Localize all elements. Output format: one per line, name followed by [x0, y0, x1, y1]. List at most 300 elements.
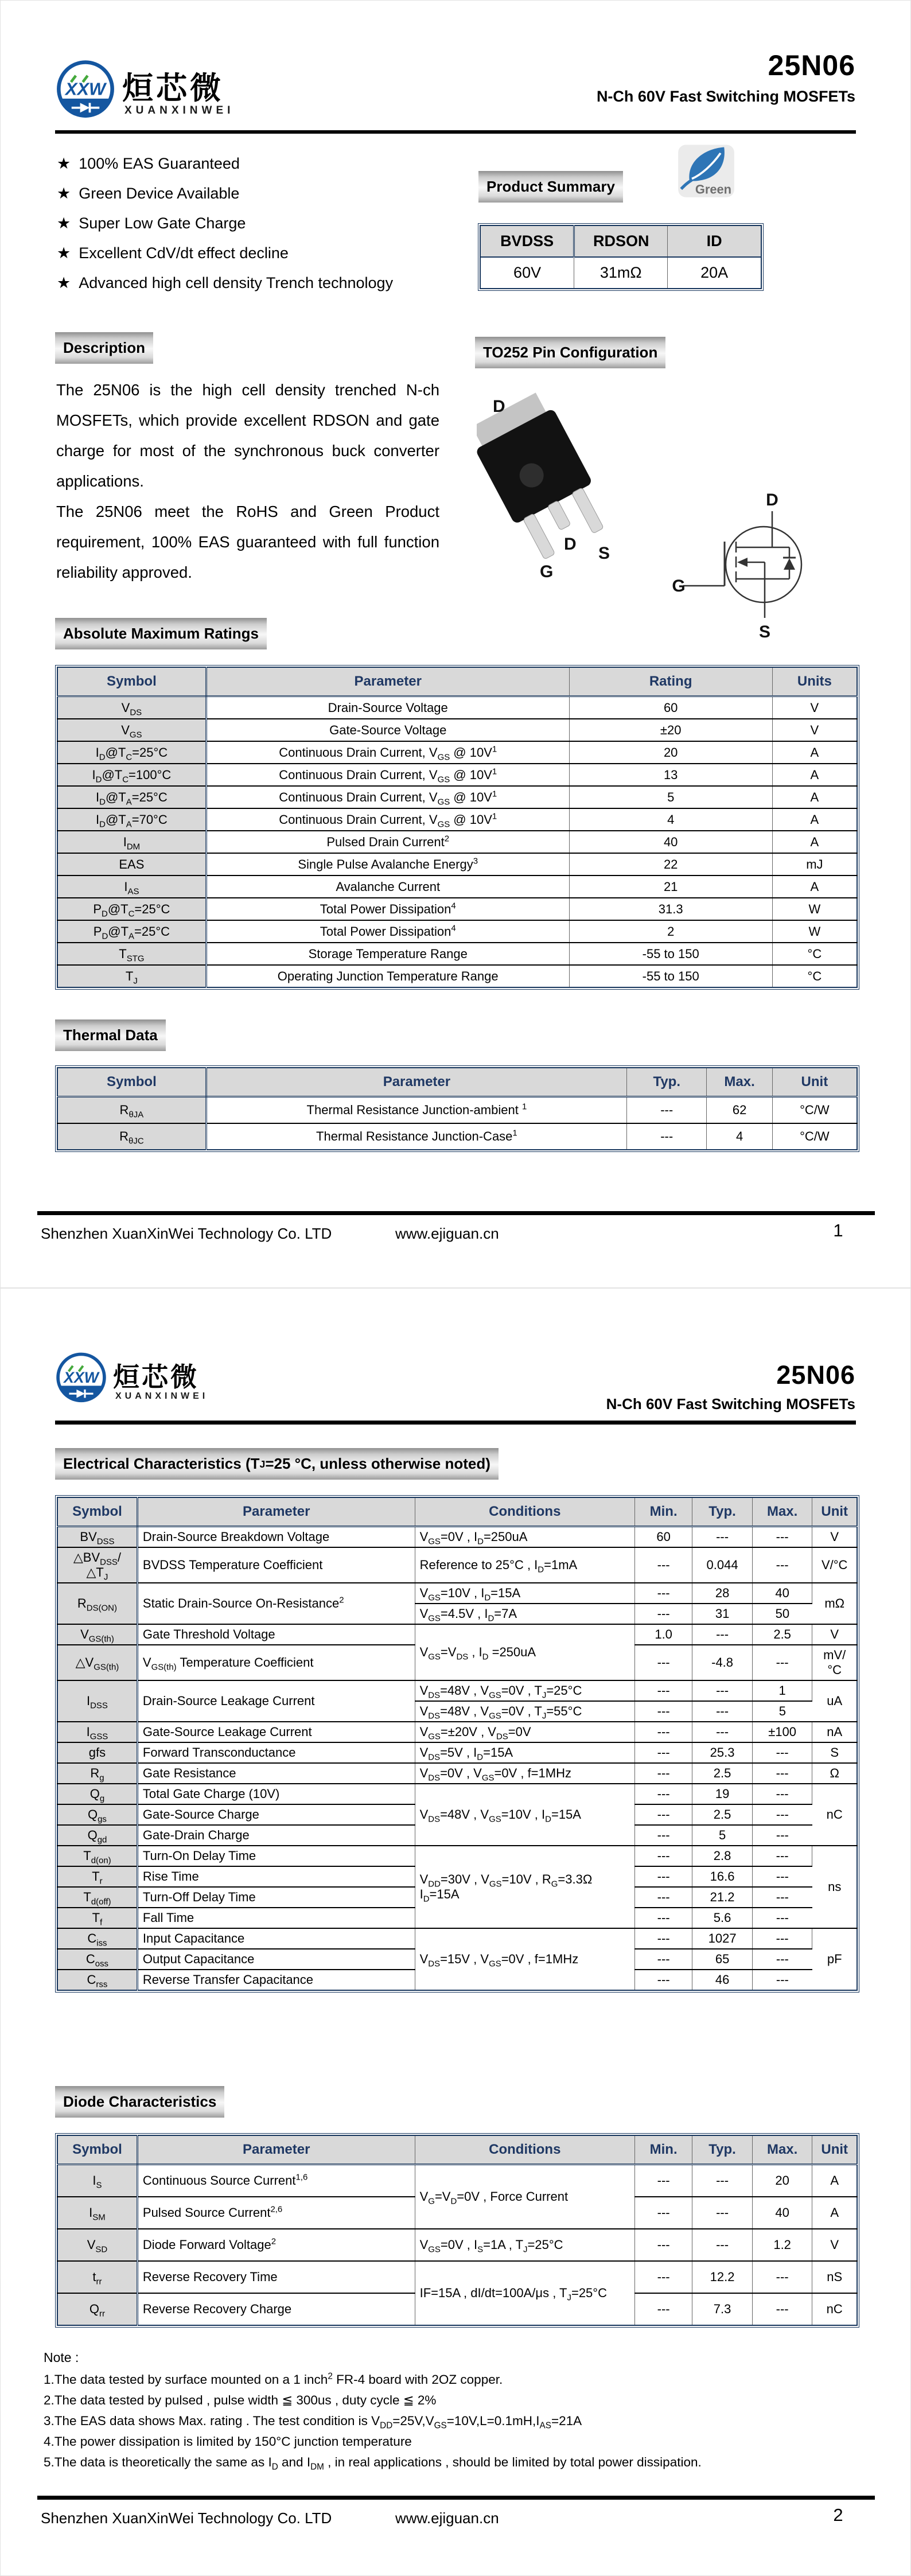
table-cell: $Q_{rr}$ [57, 2293, 137, 2325]
table-cell: --- [634, 1887, 692, 1908]
table-cell: --- [752, 1949, 812, 1970]
table-cell: $\triangle V_{GS(th)}$ [57, 1645, 137, 1680]
table-row [57, 1097, 857, 1124]
table-cell: Static Drain-Source On-Resistance$^2$ [137, 1583, 415, 1624]
list-item [57, 178, 401, 208]
table-cell: Thermal Resistance Junction-Case$^1$ [206, 1123, 626, 1150]
table-cell: $\triangle BV_{DSS}/\triangle T_J$ [57, 1547, 137, 1583]
table-cell: A [772, 808, 857, 831]
table-row [57, 741, 857, 764]
table-row [57, 1742, 857, 1763]
table-cell: ns [812, 1846, 857, 1928]
table-cell: nC [812, 2293, 857, 2325]
table-row [57, 943, 857, 965]
star-bullet-icon: ★ [57, 244, 71, 262]
table-cell: BVDSS Temperature Coefficient [137, 1547, 415, 1583]
table-cell: $T_{d(on)}$ [57, 1846, 137, 1866]
table-cell: --- [752, 1547, 812, 1583]
table-cell: 0.044 [692, 1547, 753, 1583]
table-cell: $V_{GS}=0V$ , $I_S=1A$ , $T_J=25^\circ C$ [415, 2229, 634, 2261]
table-cell: --- [627, 1097, 707, 1124]
table-cell: $R_{\theta JA}$ [57, 1097, 206, 1124]
column-header: Rating [569, 667, 772, 696]
table-cell: Continuous Source Current$^{1,6}$ [137, 2165, 415, 2197]
to252-package-graphic [477, 382, 617, 583]
list-item [57, 208, 401, 238]
table-cell: Reverse Recovery Time [137, 2261, 415, 2293]
product-summary-table [478, 223, 764, 291]
table-cell: 60 [569, 696, 772, 719]
table-cell: $V_{SD}$ [57, 2229, 137, 2261]
column-header: Typ. [692, 1497, 753, 1527]
pkg-gate-label: G [540, 562, 554, 581]
table-cell: --- [634, 1742, 692, 1763]
table-cell: 25.3 [692, 1742, 753, 1763]
pkg-drain-label: D [564, 535, 577, 554]
table-cell: -55 to 150 [569, 965, 772, 987]
table-cell: $T_f$ [57, 1908, 137, 1928]
table-cell: Continuous Drain Current, $V_{GS}$ @ $10V^1$ [206, 786, 569, 808]
column-header: Parameter [206, 1068, 626, 1097]
column-header: Max. [752, 2135, 812, 2165]
table-cell: --- [692, 2197, 753, 2229]
electrical-characteristics-title: Electrical Characteristics (T J =25 °C, unless otherwise noted) [55, 1448, 499, 1480]
table-cell: mΩ [812, 1583, 857, 1624]
table-cell: --- [752, 1928, 812, 1949]
table-cell: 50 [752, 1604, 812, 1624]
symbol-drain-label: D [766, 491, 778, 509]
table-cell: 1.2 [752, 2229, 812, 2261]
table-row [57, 1722, 857, 1742]
table-cell: --- [634, 1680, 692, 1701]
column-header: BVDSS [480, 225, 574, 257]
table-cell: $T_r$ [57, 1866, 137, 1887]
table-cell: $I_{AS}$ [57, 875, 206, 898]
table-cell: 65 [692, 1949, 753, 1970]
list-item: 3.The EAS data shows Max. rating . The test condition is $V_{DD}=25V,V_{GS}=10V,L=0.1mH,I_{AS}=21A$ [44, 2414, 582, 2431]
table-cell: 4 [707, 1123, 772, 1150]
table-row [57, 1928, 857, 1949]
table-cell: mJ [772, 853, 857, 875]
footer-company: Shenzhen XuanXinWei Technology Co. LTD [41, 2509, 332, 2527]
list-item-label: 100% EAS Guaranteed [79, 155, 240, 172]
table-cell: 60V [480, 257, 574, 289]
table-cell: nA [812, 1722, 857, 1742]
star-bullet-icon: ★ [57, 215, 71, 232]
footer-website: www.ejiguan.cn [395, 2509, 499, 2527]
table-cell: 31.3 [569, 898, 772, 920]
table-row [57, 1680, 857, 1701]
abs-max-ratings-title: Absolute Maximum Ratings [55, 618, 267, 649]
column-header: Min. [634, 2135, 692, 2165]
brand-logo-icon [53, 58, 118, 122]
table-cell: 1.0 [634, 1624, 692, 1645]
table-cell: 5.6 [692, 1908, 753, 1928]
footer-company: Shenzhen XuanXinWei Technology Co. LTD [41, 1225, 332, 1242]
column-header: Min. [634, 1497, 692, 1527]
column-header: Units [772, 667, 857, 696]
brand-name-en: XUANXINWEI [124, 104, 235, 116]
list-item: 4.The power dissipation is limited by 150°C junction temperature [44, 2434, 412, 2449]
table-header-row [480, 225, 761, 257]
table-row [57, 1624, 857, 1645]
table-cell: Avalanche Current [206, 875, 569, 898]
table-cell: --- [752, 1908, 812, 1928]
table-cell: Drain-Source Breakdown Voltage [137, 1527, 415, 1548]
table-cell: Turn-On Delay Time [137, 1846, 415, 1866]
table-cell: 2.5 [752, 1624, 812, 1645]
table-cell: --- [634, 1763, 692, 1784]
star-bullet-icon: ★ [57, 274, 71, 291]
table-cell: --- [692, 1680, 753, 1701]
table-cell: A [772, 786, 857, 808]
features-list [57, 149, 401, 298]
table-row [57, 808, 857, 831]
table-cell: --- [634, 1804, 692, 1825]
logo-text: XXW [64, 1368, 99, 1386]
table-cell: $I_D@T_A=25^\circ C$ [57, 786, 206, 808]
table-cell: --- [752, 1846, 812, 1866]
table-cell: $V_{DD}=30V$ , $V_{GS}=10V$ , $R_G=3.3\Omega$ $I_D=15A$ [415, 1846, 634, 1928]
table-cell: $V_{GS(th)}$ Temperature Coefficient [137, 1645, 415, 1680]
table-cell: -4.8 [692, 1645, 753, 1680]
list-item [57, 268, 401, 298]
table-cell: --- [634, 2261, 692, 2293]
table-cell: --- [634, 1825, 692, 1846]
page-number: 1 [833, 1220, 843, 1240]
table-cell: Gate Threshold Voltage [137, 1624, 415, 1645]
list-item: The 25N06 meet the RoHS and Green Product requirement, 100% EAS guaranteed with full function reliability approved. [56, 503, 439, 581]
description-title: Description [55, 332, 153, 364]
table-cell: 5 [692, 1825, 753, 1846]
list-item: 1.The data tested by surface mounted on a 1 inch$^2$ FR-4 board with 2OZ copper. [44, 2371, 503, 2387]
table-row [57, 2229, 857, 2261]
table-cell: S [812, 1742, 857, 1763]
page-subtitle: N-Ch 60V Fast Switching MOSFETs [596, 88, 855, 105]
table-cell: Continuous Drain Current, $V_{GS}$ @ $10V^1$ [206, 741, 569, 764]
table-cell: --- [634, 1645, 692, 1680]
table-cell: 22 [569, 853, 772, 875]
list-item: 5.The data is theoretically the same as $I_D$ and $I_{DM}$ , in real applications , should be limited by total power dissipation. [44, 2455, 702, 2472]
table-cell: Total Gate Charge (10V) [137, 1784, 415, 1804]
column-header: Unit [812, 1497, 857, 1527]
table-cell: --- [752, 2293, 812, 2325]
table-cell: --- [634, 1846, 692, 1866]
table-cell: $C_{rss}$ [57, 1970, 137, 1990]
table-cell: --- [634, 2229, 692, 2261]
table-cell: Output Capacitance [137, 1949, 415, 1970]
table-cell: A [772, 764, 857, 786]
table-cell: Input Capacitance [137, 1928, 415, 1949]
table-cell: 20A [700, 264, 729, 281]
table-cell: Continuous Drain Current, $V_{GS}$ @ $10V^1$ [206, 808, 569, 831]
table-cell: $I_D@T_C=25^\circ C$ [57, 741, 206, 764]
table-cell: mV/°C [812, 1645, 857, 1680]
table-cell: --- [634, 1784, 692, 1804]
table-header-row [57, 2135, 857, 2165]
table-cell: 7.3 [692, 2293, 753, 2325]
table-row [57, 786, 857, 808]
list-item [57, 238, 401, 268]
table-row [57, 898, 857, 920]
table-cell: $I_{DM}$ [57, 831, 206, 853]
table-cell: --- [634, 1866, 692, 1887]
table-cell: A [812, 2197, 857, 2229]
table-row [57, 875, 857, 898]
table-cell: $V_{GS}$ [57, 719, 206, 741]
table-cell: nS [812, 2261, 857, 2293]
logo-text: XXW [65, 79, 106, 99]
table-cell: --- [634, 2293, 692, 2325]
table-cell: 21 [569, 875, 772, 898]
column-header: Unit [772, 1068, 857, 1097]
table-cell: Operating Junction Temperature Range [206, 965, 569, 987]
column-header: Parameter [137, 2135, 415, 2165]
list-item: 2.The data tested by pulsed , pulse width ≦ 300us , duty cycle ≦ 2% [44, 2393, 437, 2407]
table-cell: 5 [569, 786, 772, 808]
column-header: Symbol [57, 1068, 206, 1097]
table-cell: $T_{d(off)}$ [57, 1887, 137, 1908]
table-cell: $P_D@T_A=25^\circ C$ [57, 920, 206, 943]
column-header: Typ. [627, 1068, 707, 1097]
table-cell: --- [634, 2197, 692, 2229]
table-cell: --- [752, 1763, 812, 1784]
table-cell: Single Pulse Avalanche Energy$^3$ [206, 853, 569, 875]
table-cell: $V_{DS}=48V$ , $V_{GS}=10V$ , $I_D=15A$ [415, 1784, 634, 1846]
table-cell: V [812, 2229, 857, 2261]
table-cell: Storage Temperature Range [206, 943, 569, 965]
table-header-row [57, 1068, 857, 1097]
table-cell: Thermal Resistance Junction-ambient $^1$ [206, 1097, 626, 1124]
brand-logo-icon [53, 1351, 109, 1406]
product-summary-title: Product Summary [478, 171, 623, 203]
table-cell: 31mΩ [574, 257, 668, 289]
table-cell: $I_{GSS}$ [57, 1722, 137, 1742]
brand-name-cn: 烜芯微 [122, 71, 224, 106]
table-row [57, 764, 857, 786]
table-cell: W [772, 898, 857, 920]
table-row [57, 719, 857, 741]
table-cell: $V_{DS}$ [57, 696, 206, 719]
thermal-data-table [55, 1065, 859, 1152]
column-header: Max. [707, 1068, 772, 1097]
table-cell: $R_g$ [57, 1763, 137, 1784]
abs-max-ratings-table [55, 665, 859, 990]
table-cell: 40 [569, 831, 772, 853]
table-cell: --- [634, 1547, 692, 1583]
table-cell: $Q_{gs}$ [57, 1804, 137, 1825]
table-cell: --- [752, 2261, 812, 2293]
pkg-tab-drain-label: D [493, 397, 505, 416]
table-row [480, 257, 761, 289]
table-row [57, 920, 857, 943]
footer-divider [37, 1211, 875, 1215]
table-cell: --- [752, 1645, 812, 1680]
table-cell: --- [692, 1722, 753, 1742]
column-header: Unit [812, 2135, 857, 2165]
column-header: Parameter [137, 1497, 415, 1527]
table-cell: 62 [707, 1097, 772, 1124]
table-row [57, 2261, 857, 2293]
table-cell: $V_{DS}=0V$ , $V_{GS}=0V$ , f=1MHz [415, 1763, 634, 1784]
table-cell: --- [752, 1804, 812, 1825]
table-cell: $t_{rr}$ [57, 2261, 137, 2293]
star-bullet-icon: ★ [57, 185, 71, 202]
part-number: 25N06 [768, 49, 855, 81]
table-cell: V [772, 719, 857, 741]
table-row [57, 2165, 857, 2197]
column-header: RDSON [574, 225, 668, 257]
table-cell: $R_{\theta JC}$ [57, 1123, 206, 1150]
table-row [57, 853, 857, 875]
table-cell: 31 [692, 1604, 753, 1624]
symbol-gate-label: G [672, 577, 686, 596]
table-cell: -55 to 150 [569, 943, 772, 965]
table-cell: V/°C [812, 1547, 857, 1583]
table-row [57, 965, 857, 987]
table-header-row [57, 667, 857, 696]
table-cell: °C/W [772, 1123, 857, 1150]
electrical-characteristics-table [55, 1495, 859, 1993]
table-cell: uA [812, 1680, 857, 1722]
column-header: Max. [752, 1497, 812, 1527]
table-cell: Drain-Source Voltage [206, 696, 569, 719]
table-cell: Reference to 25°C , $I_D=1mA$ [415, 1547, 634, 1583]
table-cell: $V_{DS}=5V$ , $I_D=15A$ [415, 1742, 634, 1763]
table-cell: Fall Time [137, 1908, 415, 1928]
table-cell: gfs [57, 1742, 137, 1763]
table-cell: --- [692, 2165, 753, 2197]
part-number: 25N06 [776, 1360, 855, 1390]
table-cell: pF [812, 1928, 857, 1990]
footer-website: www.ejiguan.cn [395, 1225, 499, 1242]
table-cell: Gate-Source Voltage [206, 719, 569, 741]
table-cell: Diode Forward Voltage$^2$ [137, 2229, 415, 2261]
table-cell: A [772, 875, 857, 898]
table-cell: Reverse Transfer Capacitance [137, 1970, 415, 1990]
table-cell: $I_D@T_C=100^\circ C$ [57, 764, 206, 786]
description-text [56, 375, 439, 587]
table-cell: $V_{GS}=V_{DS}$ , $I_D =250uA$ [415, 1624, 634, 1680]
list-item-label: Super Low Gate Charge [79, 215, 246, 232]
list-item-label: Advanced high cell density Trench technology [79, 274, 394, 291]
pkg-source-label: S [598, 544, 610, 563]
table-cell: $V_{GS}=10V$ , $I_D=15A$ [415, 1583, 634, 1604]
table-cell: $V_{GS}=\pm 20V$ , $V_{DS}=0V$ [415, 1722, 634, 1742]
list-item-label: Green Device Available [79, 185, 240, 202]
table-cell: Turn-Off Delay Time [137, 1887, 415, 1908]
table-row [57, 1527, 857, 1548]
table-cell: 60 [634, 1527, 692, 1548]
table-cell: Drain-Source Leakage Current [137, 1680, 415, 1722]
table-cell: 2.5 [692, 1763, 753, 1784]
notes-label: Note : [44, 2350, 79, 2365]
table-cell: 2 [569, 920, 772, 943]
notes-list [44, 2369, 858, 2473]
table-row [57, 1123, 857, 1150]
page-number: 2 [833, 2505, 843, 2525]
table-cell: --- [634, 1970, 692, 1990]
table-cell: 21.2 [692, 1887, 753, 1908]
table-cell: $V_{DS}=48V$ , $V_{GS}=0V$ , $T_J=55^\circ C$ [415, 1701, 634, 1722]
table-cell: Continuous Drain Current, $V_{GS}$ @ $10V^1$ [206, 764, 569, 786]
table-cell: Pulsed Source Current$^{2,6}$ [137, 2197, 415, 2229]
table-cell: --- [752, 1527, 812, 1548]
page-subtitle: N-Ch 60V Fast Switching MOSFETs [606, 1395, 855, 1412]
table-cell: $T_{STG}$ [57, 943, 206, 965]
table-cell: V [812, 1624, 857, 1645]
header-divider [55, 130, 856, 134]
table-cell: Total Power Dissipation$^4$ [206, 898, 569, 920]
table-cell: --- [634, 1928, 692, 1949]
table-cell: ±20 [569, 719, 772, 741]
table-cell: --- [752, 1866, 812, 1887]
table-cell: 16.6 [692, 1866, 753, 1887]
table-cell: °C [772, 965, 857, 987]
table-cell: Forward Transconductance [137, 1742, 415, 1763]
table-cell: --- [752, 1742, 812, 1763]
table-cell: °C [772, 943, 857, 965]
table-cell: $V_{DS}=48V$ , $V_{GS}=0V$ , $T_J=25^\circ C$ [415, 1680, 634, 1701]
table-cell: EAS [57, 853, 206, 875]
table-cell: Gate-Drain Charge [137, 1825, 415, 1846]
table-cell: --- [627, 1123, 707, 1150]
table-cell: A [772, 741, 857, 764]
table-cell: --- [634, 1701, 692, 1722]
table-row [57, 1763, 857, 1784]
table-cell: nC [812, 1784, 857, 1846]
table-cell: --- [634, 1722, 692, 1742]
mosfet-symbol-graphic [666, 487, 827, 648]
table-cell: --- [752, 1887, 812, 1908]
table-cell: V [830, 1530, 839, 1544]
brand-name-cn: 烜芯微 [113, 1362, 199, 1392]
table-cell: 46 [692, 1970, 753, 1990]
table-cell: 5 [752, 1701, 812, 1722]
table-cell: $V_{GS(th)}$ [57, 1624, 137, 1645]
table-cell: 1 [752, 1680, 812, 1701]
column-header: Conditions [415, 1497, 634, 1527]
table-row [57, 831, 857, 853]
table-cell: 28 [692, 1583, 753, 1604]
table-cell: 40 [752, 1583, 812, 1604]
green-badge-label: Green [695, 182, 732, 197]
table-cell: ±100 [752, 1722, 812, 1742]
table-cell: 4 [569, 808, 772, 831]
star-bullet-icon: ★ [57, 155, 71, 172]
diode-characteristics-title: Diode Characteristics [55, 2086, 224, 2118]
column-header: Conditions [415, 2135, 634, 2165]
table-cell: 13 [569, 764, 772, 786]
table-cell: Rise Time [137, 1866, 415, 1887]
column-header: Symbol [57, 1497, 137, 1527]
list-item: The 25N06 is the high cell density trenched N-ch MOSFETs, which provide excellent RDSON and gate charge for most of the synchronous buck converter applications. [56, 381, 439, 490]
table-cell: $C_{oss}$ [57, 1949, 137, 1970]
table-cell: --- [692, 1701, 753, 1722]
table-cell: --- [752, 1970, 812, 1990]
table-cell: $I_S$ [57, 2165, 137, 2197]
footer-divider [37, 2496, 875, 2500]
table-row [57, 696, 857, 719]
green-leaf-icon [676, 140, 736, 200]
table-cell: $C_{iss}$ [57, 1928, 137, 1949]
table-cell: 12.2 [692, 2261, 753, 2293]
table-cell: --- [634, 1583, 692, 1604]
table-cell: Gate-Source Leakage Current [137, 1722, 415, 1742]
table-cell: $P_D@T_C=25^\circ C$ [57, 898, 206, 920]
table-cell: $Q_{gd}$ [57, 1825, 137, 1846]
table-cell: A [830, 2173, 839, 2188]
